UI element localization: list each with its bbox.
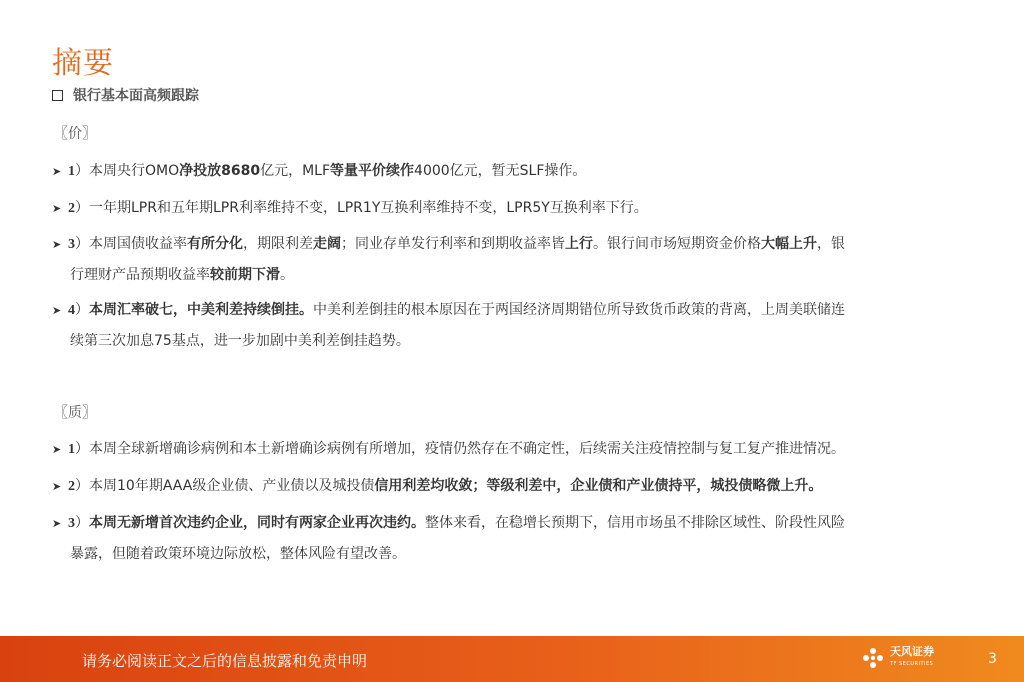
- company-logo: [862, 646, 934, 670]
- arrow-bullet-icon: ➤: [52, 238, 62, 251]
- section-subtitle: [52, 85, 199, 105]
- price-item-1: ➤ 1）本周央行OMO净投放8680亿元，MLF等量平价续作4000亿元，暂无SLF操作。: [52, 156, 967, 187]
- arrow-bullet-icon: ➤: [52, 517, 62, 530]
- quality-item-2: ➤ 2）本周10年期AAA级企业债、产业债以及城投债信用利差均收敛；等级利差中，企业债和产业债持平，城投债略微上升。: [52, 471, 967, 502]
- footer-disclaimer: 请务必阅读正文之后的信息披露和免责申明: [82, 652, 368, 670]
- quality-item-1: ➤ 1）本周全球新增确诊病例和本土新增确诊病例有所增加，疫情仍然存在不确定性，后续需关注疫情控制与复工复产推进情况。: [52, 434, 967, 465]
- arrow-bullet-icon: ➤: [52, 202, 62, 215]
- flower-logo-icon: [862, 647, 884, 669]
- arrow-bullet-icon: ➤: [52, 443, 62, 456]
- price-item-4: ➤ 4）本周汇率破七，中美利差持续倒挂。中美利差倒挂的根本原因在于两国经济周期错位所导致货币政策的背离，上周美联储连 续第三次加息75基点，进一步加剧中美利差倒挂趋势。: [52, 295, 967, 356]
- logo-text-en: TF SECURITIES: [890, 661, 934, 667]
- arrow-bullet-icon: ➤: [52, 165, 62, 178]
- quality-item-3: ➤ 3）本周无新增首次违约企业，同时有两家企业再次违约。整体来看，在稳增长预期下，信用市场虽不排除区域性、阶段性风险 暴露，但随着政策环境边际放松，整体风险有望改善。: [52, 508, 967, 569]
- quality-section-label: 〖质〗: [54, 405, 96, 421]
- price-item-3: ➤ 3）本周国债收益率有所分化，期限利差走阔；同业存单发行利率和到期收益率皆上行。银行间市场短期资金价格大幅上升，银 行理财产品预期收益率较前期下滑。: [52, 229, 967, 290]
- square-bullet-icon: [52, 90, 63, 101]
- price-item-2: ➤ 2）一年期LPR和五年期LPR利率维持不变，LPR1Y互换利率维持不变，LPR5Y互换利率下行。: [52, 193, 967, 224]
- page-number: 3: [988, 651, 997, 667]
- page-title: 摘要: [52, 46, 114, 81]
- arrow-bullet-icon: ➤: [52, 304, 62, 317]
- logo-text-cn: 天风证券: [890, 645, 934, 658]
- subtitle-text: 银行基本面高频跟踪: [73, 88, 199, 104]
- arrow-bullet-icon: ➤: [52, 480, 62, 493]
- price-section-label: 〖价〗: [54, 126, 96, 142]
